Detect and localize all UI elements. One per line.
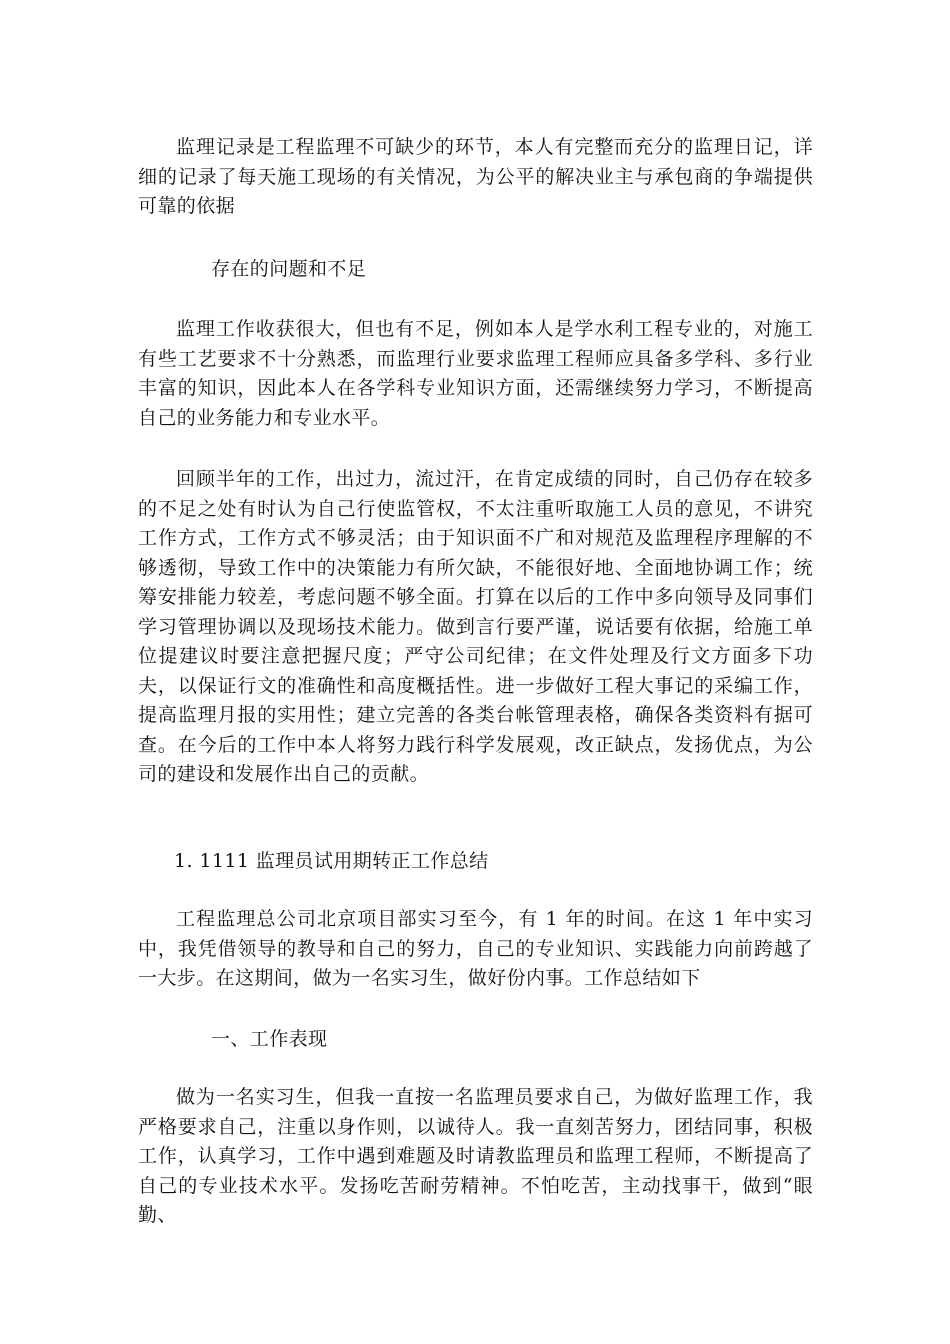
section-heading-performance: 一、工作表现 xyxy=(211,1028,328,1050)
section-heading-summary-title: 1. 1111 监理员试用期转正工作总结 xyxy=(174,850,489,872)
paragraph-intro: 工程监理总公司北京项目部实习至今，有 1 年的时间。在这 1 年中实习中，我凭借领导的教导和自己的努力，自己的专业知识、实践能力向前跨越了一大步。在这期间，做为一名实习生，做好份内事。工作总结如下 xyxy=(138,908,813,989)
paragraph-supervision-records: 监理记录是工程监理不可缺少的环节，本人有完整而充分的监理日记，详细的记录了每天施工现场的有关情况，为公平的解决业主与承包商的争端提供可靠的依据 xyxy=(138,136,813,217)
paragraph-shortcomings: 监理工作收获很大，但也有不足，例如本人是学水利工程专业的，对施工有些工艺要求不十分熟悉，而监理行业要求监理工程师应具备多学科、多行业丰富的知识，因此本人在各学科专业知识方面，还需继续努力学习，不断提高自己的业务能力和专业水平。 xyxy=(138,318,813,429)
paragraph-performance: 做为一名实习生，但我一直按一名监理员要求自己，为做好监理工作，我严格要求自己，注重以身作则，以诚待人。我一直刻苦努力，团结同事，积极工作，认真学习，工作中遇到难题及时请教监理员和监理工程师，不断提高了自己的专业技术水平。发扬吃苦耐劳精神。不怕吃苦，主动找事干，做到“眼勤、 xyxy=(138,1086,813,1226)
paragraph-review: 回顾半年的工作，出过力，流过汗，在肯定成绩的同时，自己仍存在较多的不足之处有时认为自己行使监管权，不太注重听取施工人员的意见，不讲究工作方式，工作方式不够灵活；由于知识面不广和对规范及监理程序理解的不够透彻，导致工作中的决策能力有所欠缺，不能很好地、全面地协调工作；统筹安排能力较差，考虑问题不够全面。打算在以后的工作中多向领导及同事们学习管理协调以及现场技术能力。做到言行要严谨，说话要有依据，给施工单位提建议时要注意把握尺度；严守公司纪律；在文件处理及行文方面多下功夫，以保证行文的准确性和高度概括性。进一步做好工程大事记的采编工作，提高监理月报的实用性；建立完善的各类台帐管理表格，确保各类资料有据可查。在今后的工作中本人将努力践行科学发展观，改正缺点，发扬优点，为公司的建设和发展作出自己的贡献。 xyxy=(138,468,813,785)
section-heading-problems: 存在的问题和不足 xyxy=(211,258,367,280)
